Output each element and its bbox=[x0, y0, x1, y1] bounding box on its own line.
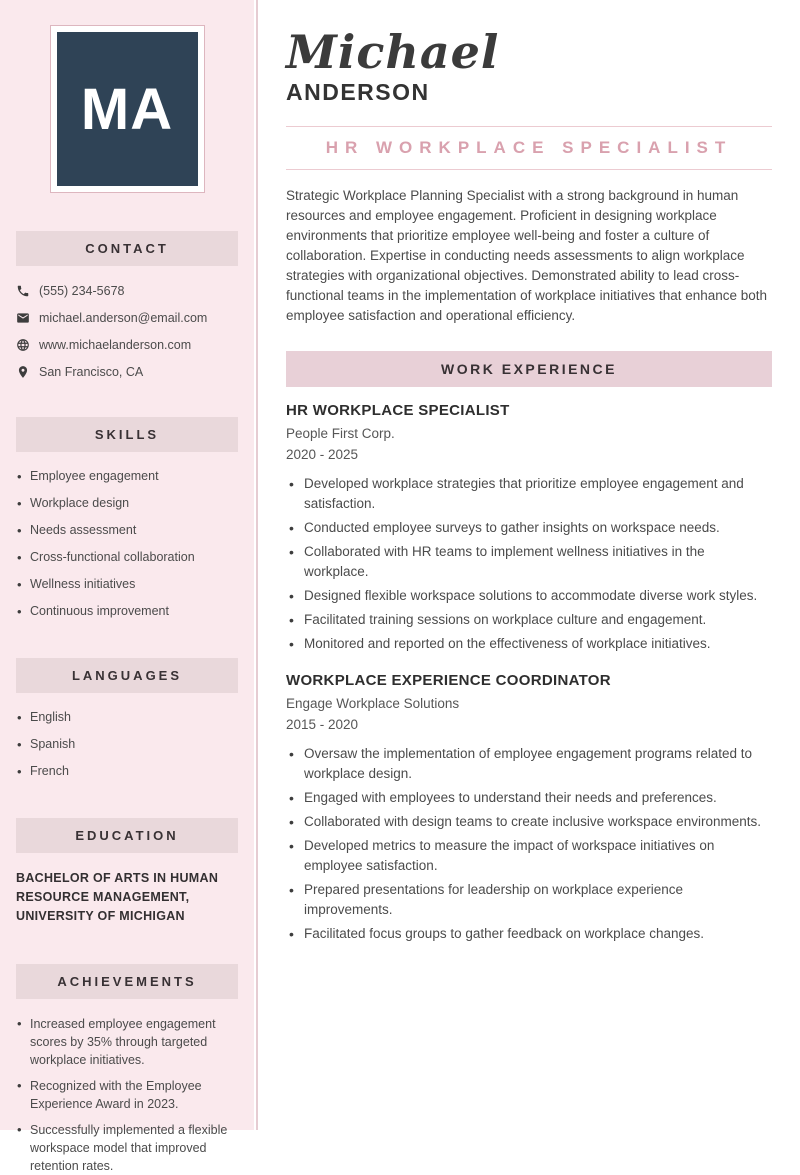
language-item: • English bbox=[16, 709, 238, 726]
contact-row-phone bbox=[16, 284, 238, 298]
skill-item: • Continuous improvement bbox=[16, 603, 238, 620]
job-bullet: • Facilitated training sessions on workplace culture and engagement. bbox=[286, 610, 772, 630]
avatar-initials-box bbox=[57, 32, 198, 186]
sidebar bbox=[0, 0, 254, 1173]
contact-row-email bbox=[16, 311, 238, 325]
job-entry bbox=[286, 402, 772, 654]
globe-icon bbox=[16, 338, 30, 352]
job-bullet: • Collaborated with design teams to create inclusive workspace environments. bbox=[286, 812, 772, 832]
professional-summary: Strategic Workplace Planning Specialist with a strong background in human resources and employee engagement. Proficient in designing workplace environments that prioritize employee well-being and foster a culture of collaboration. Expertise in conducting needs assessments to align workplace strategies with organizational objectives. Demonstrated ability to lead cross-functional teams in the implementation of workplace initiatives that enhance both employee satisfaction and operational efficiency. bbox=[286, 187, 768, 323]
work-experience-heading: WORK EXPERIENCE bbox=[286, 351, 772, 387]
contact-location: San Francisco, CA bbox=[39, 365, 144, 379]
title-rule-bottom bbox=[286, 169, 772, 170]
contact-website: www.michaelanderson.com bbox=[39, 338, 192, 352]
job-dates: 2015 - 2020 bbox=[286, 716, 359, 732]
main-content bbox=[286, 0, 772, 948]
education-degree: BACHELOR OF ARTS IN HUMAN RESOURCE MANAGEMENT, UNIVERSITY OF MICHIGAN bbox=[16, 871, 219, 923]
contact-section-heading: CONTACT bbox=[16, 231, 238, 266]
job-bullet: • Designed flexible workspace solutions to accommodate diverse work styles. bbox=[286, 586, 772, 606]
languages-list bbox=[16, 709, 238, 780]
job-title: HR WORKPLACE SPECIALIST bbox=[286, 401, 510, 419]
job-dates: 2020 - 2025 bbox=[286, 446, 359, 462]
job-bullet: • Engaged with employees to understand their needs and preferences. bbox=[286, 788, 772, 808]
skill-item: • Wellness initiatives bbox=[16, 576, 238, 593]
achievements-list bbox=[16, 1015, 238, 1175]
contact-list bbox=[16, 284, 238, 379]
achievement-item: • Successfully implemented a flexible workspace model that improved retention rates. bbox=[16, 1121, 238, 1175]
title-rule-top bbox=[286, 126, 772, 127]
job-bullet: • Prepared presentations for leadership on workplace experience improvements. bbox=[286, 880, 772, 920]
job-bullet-list bbox=[286, 474, 772, 654]
achievement-item: • Increased employee engagement scores by 35% through targeted workplace initiatives. bbox=[16, 1015, 238, 1069]
phone-icon bbox=[16, 284, 30, 298]
job-bullet-list bbox=[286, 744, 772, 944]
job-entry bbox=[286, 672, 772, 944]
avatar-initials: MA bbox=[80, 76, 174, 142]
location-pin-icon bbox=[16, 365, 30, 379]
contact-row-location bbox=[16, 365, 238, 379]
first-name: Michael bbox=[286, 25, 500, 79]
language-item: • French bbox=[16, 763, 238, 780]
skill-item: • Workplace design bbox=[16, 495, 238, 512]
contact-phone: (555) 234-5678 bbox=[39, 284, 125, 298]
contact-email: michael.anderson@email.com bbox=[39, 311, 208, 325]
skills-list bbox=[16, 468, 238, 620]
job-company: Engage Workplace Solutions bbox=[286, 695, 460, 711]
job-bullet: • Developed workplace strategies that prioritize employee engagement and satisfaction. bbox=[286, 474, 772, 514]
job-title: WORKPLACE EXPERIENCE COORDINATOR bbox=[286, 671, 611, 689]
email-icon bbox=[16, 311, 30, 325]
job-bullet: • Collaborated with HR teams to implement wellness initiatives in the workplace. bbox=[286, 542, 772, 582]
skill-item: • Employee engagement bbox=[16, 468, 238, 485]
job-title-header: HR WORKPLACE SPECIALIST bbox=[325, 137, 733, 157]
languages-section-heading: LANGUAGES bbox=[16, 658, 238, 693]
avatar bbox=[50, 25, 205, 193]
job-bullet: • Developed metrics to measure the impact of workspace initiatives on employee satisfaction. bbox=[286, 836, 772, 876]
skills-section-heading: SKILLS bbox=[16, 417, 238, 452]
language-item: • Spanish bbox=[16, 736, 238, 753]
job-bullet: • Monitored and reported on the effectiveness of workplace initiatives. bbox=[286, 634, 772, 654]
sidebar-divider bbox=[256, 0, 258, 1130]
contact-row-website bbox=[16, 338, 238, 352]
job-bullet: • Facilitated focus groups to gather feedback on workplace changes. bbox=[286, 924, 772, 944]
job-company: People First Corp. bbox=[286, 425, 395, 441]
skill-item: • Needs assessment bbox=[16, 522, 238, 539]
achievement-item: • Recognized with the Employee Experience Award in 2023. bbox=[16, 1077, 238, 1113]
skill-item: • Cross-functional collaboration bbox=[16, 549, 238, 566]
education-section-heading: EDUCATION bbox=[16, 818, 238, 853]
last-name: ANDERSON bbox=[286, 78, 430, 105]
job-bullet: • Oversaw the implementation of employee engagement programs related to workplace design. bbox=[286, 744, 772, 784]
job-bullet: • Conducted employee surveys to gather insights on workspace needs. bbox=[286, 518, 772, 538]
achievements-section-heading: ACHIEVEMENTS bbox=[16, 964, 238, 999]
